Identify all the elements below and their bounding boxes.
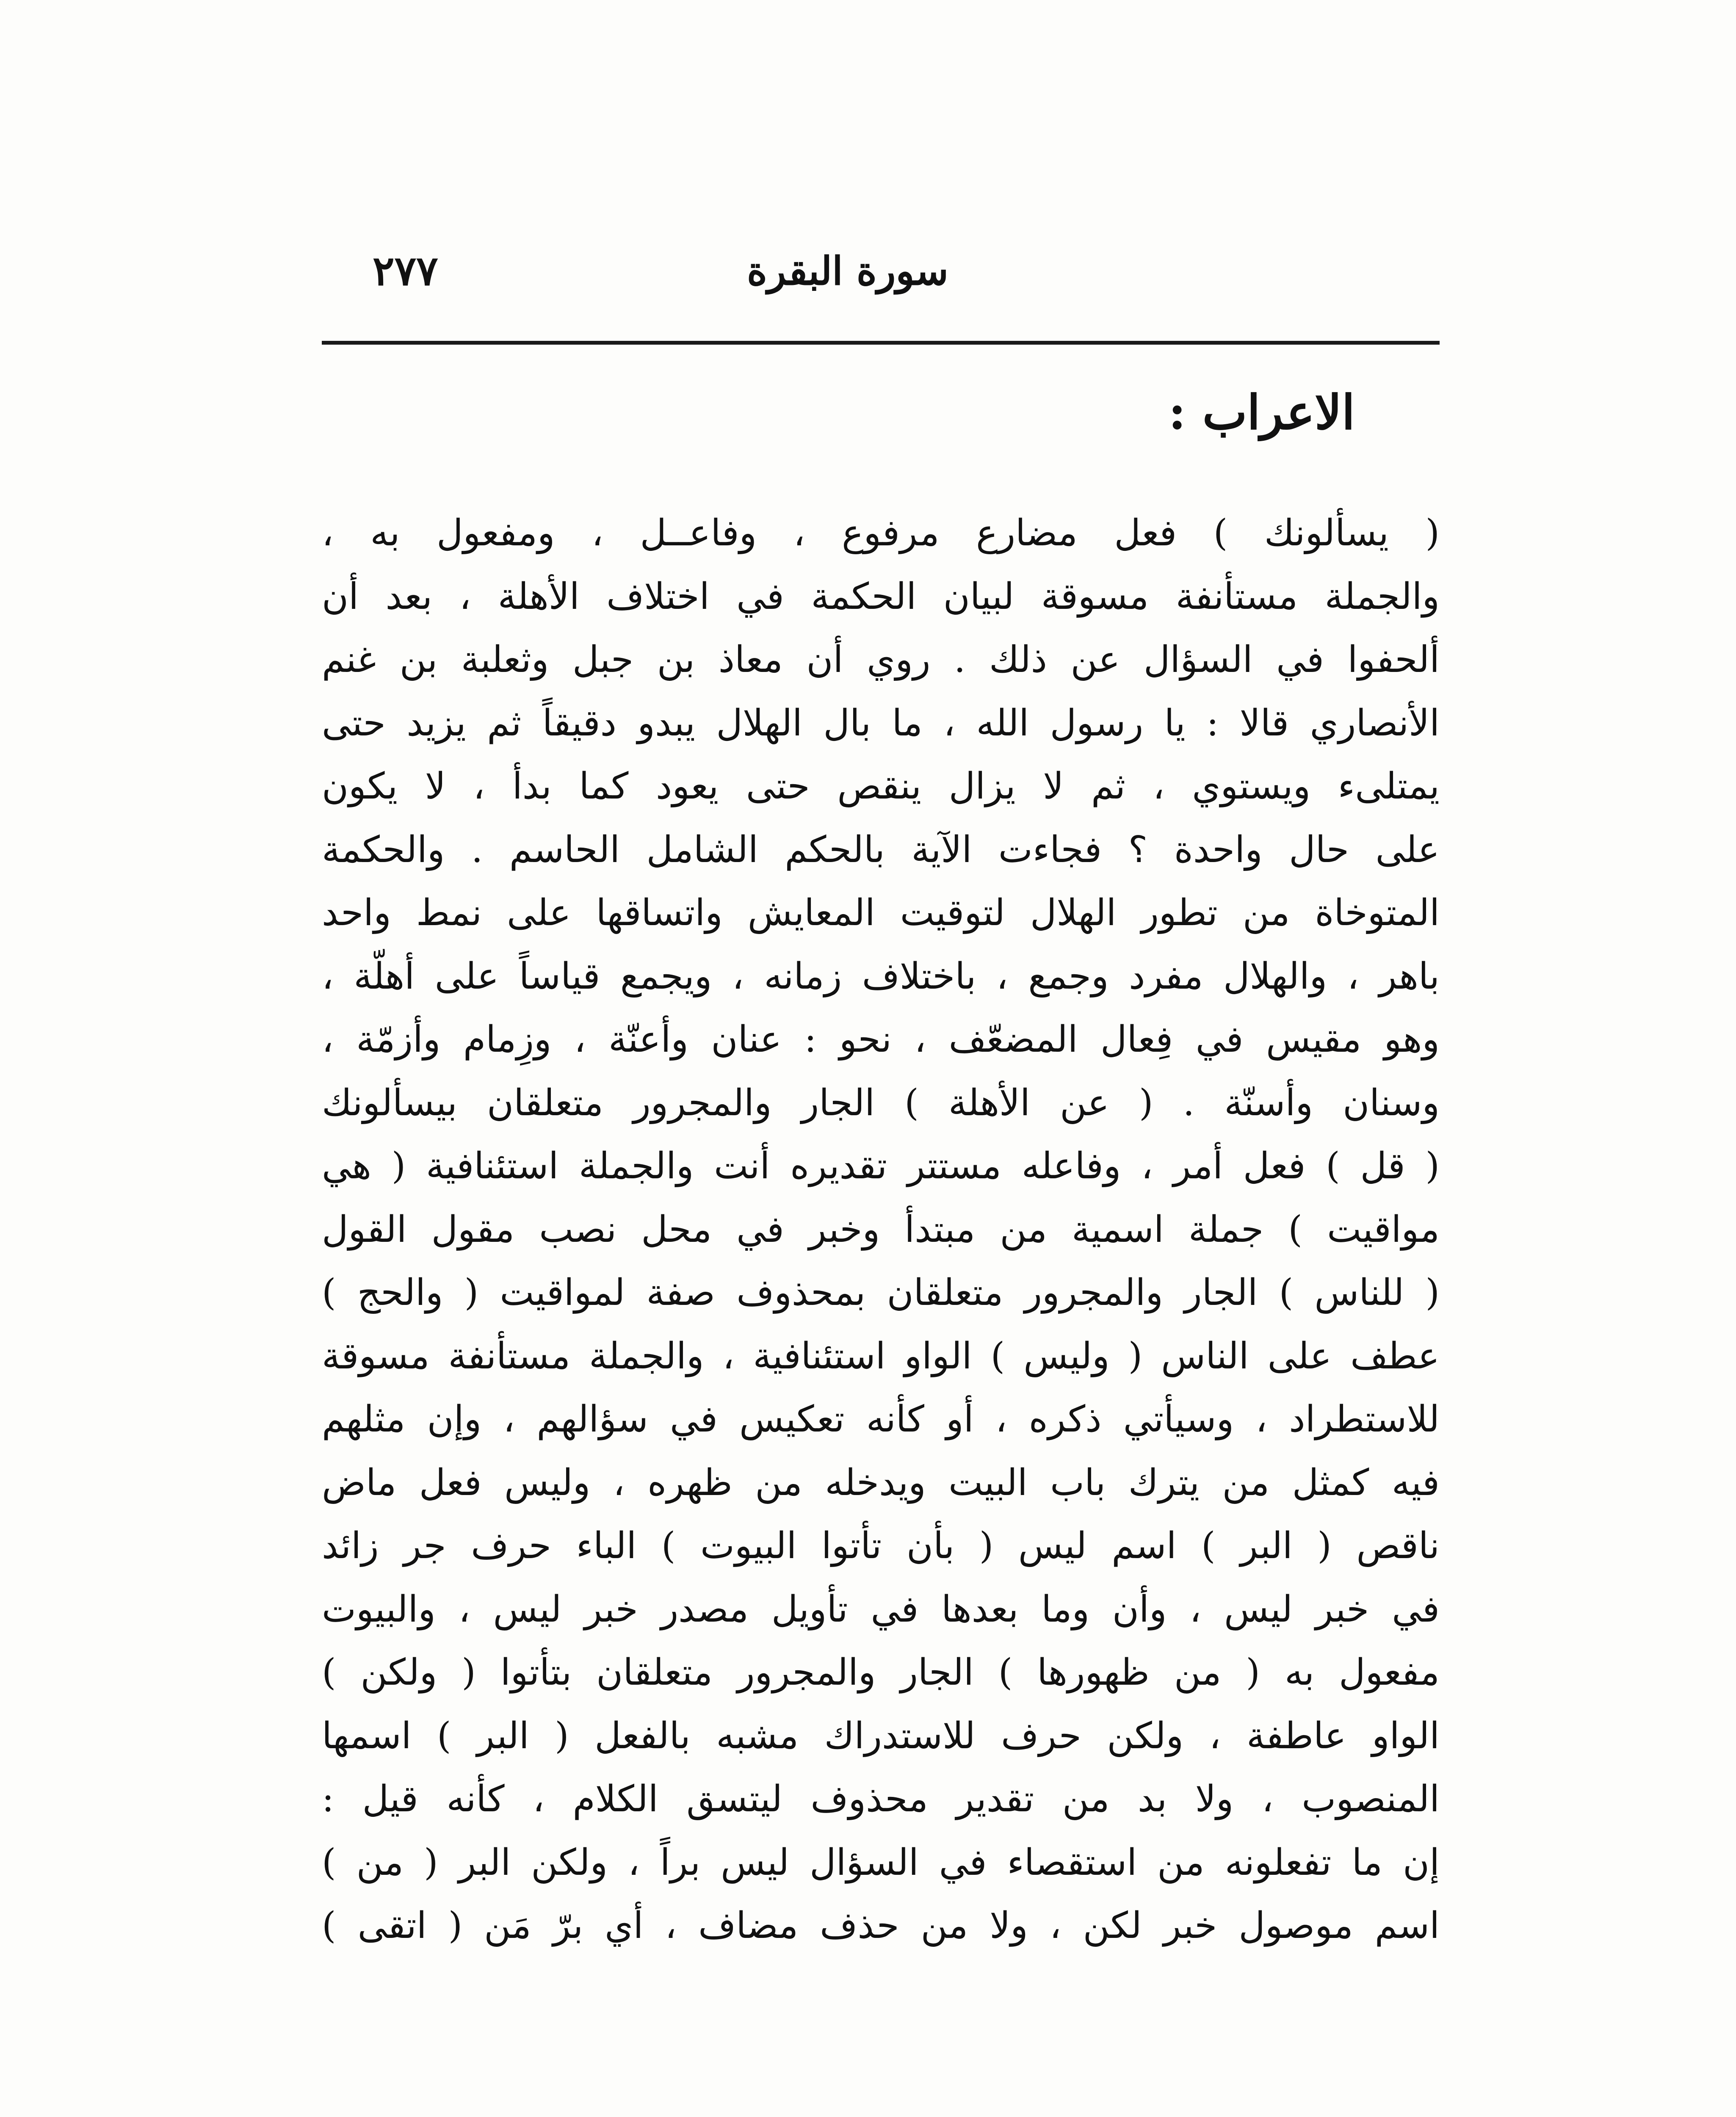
text-line: مواقيت ) جملة اسمية من مبتدأ وخبر في محل نصب مقول القول	[322, 1208, 1440, 1251]
text-line: باهر ، والهلال مفرد وجمع ، باختلاف زمانه ، ويجمع قياساً على أهلّة ،	[322, 955, 1440, 998]
text-line: عطف على الناس ( وليس ) الواو استئنافية ، والجملة مستأنفة مسوقة	[322, 1335, 1440, 1377]
text-line: المتوخاة من تطور الهلال لتوقيت المعايش واتساقها على نمط واحد	[322, 892, 1440, 934]
section-title: الاعراب :	[1168, 385, 1355, 440]
text-line: الأنصاري قالا : يا رسول الله ، ما بال الهلال يبدو دقيقاً ثم يزيد حتى	[322, 702, 1440, 744]
text-line: في خبر ليس ، وأن وما بعدها في تأويل مصدر خبر ليس ، والبيوت	[322, 1588, 1440, 1631]
text-line: مفعول به ( من ظهورها ) الجار والمجرور متعلقان بتأتوا ( ولكن )	[322, 1651, 1440, 1694]
text-line: وسنان وأسنّة . ( عن الأهلة ) الجار والمجرور متعلقان بيسألونك	[322, 1081, 1440, 1124]
text-line: ( قل ) فعل أمر ، وفاعله مستتر تقديره أنت والجملة استئنافية ( هي	[322, 1145, 1440, 1187]
text-line: الواو عاطفة ، ولكن حرف للاستدراك مشبه بالفعل ( البر ) اسمها	[322, 1714, 1440, 1757]
page-number: ٢٧٧	[373, 247, 438, 295]
text-line: على حال واحدة ؟ فجاءت الآية بالحكم الشامل الحاسم . والحكمة	[322, 828, 1440, 871]
page-header	[322, 237, 1448, 305]
text-line: ناقص ( البر ) اسم ليس ( بأن تأتوا البيوت ) الباء حرف جر زائد	[322, 1525, 1440, 1567]
text-line: فيه كمثل من يترك باب البيت ويدخله من ظهره ، وليس فعل ماض	[322, 1461, 1440, 1504]
text-line: ( يسألونك ) فعل مضارع مرفوع ، وفاعــل ، ومفعول به ،	[322, 512, 1440, 554]
text-line: يمتلىء ويستوي ، ثم لا يزال ينقص حتى يعود كما بدأ ، لا يكون	[322, 765, 1440, 807]
text-line: ألحفوا في السؤال عن ذلك . روي أن معاذ بن جبل وثعلبة بن غنم	[322, 638, 1440, 681]
text-line: وهو مقيس في فِعال المضعّف ، نحو : عنان وأعنّة ، وزِمام وأزمّة ،	[322, 1018, 1440, 1061]
header-divider	[322, 341, 1440, 345]
text-line: ( للناس ) الجار والمجرور متعلقان بمحذوف صفة لمواقيت ( والحج )	[322, 1271, 1440, 1314]
text-line: المنصوب ، ولا بد من تقدير محذوف ليتسق الكلام ، كأنه قيل :	[322, 1778, 1440, 1820]
text-line: اسم موصول خبر لكن ، ولا من حذف مضاف ، أي برّ مَن ( اتقى )	[322, 1904, 1440, 1947]
surah-title: سورة البقرة	[746, 248, 948, 294]
text-line: والجملة مستأنفة مسوقة لبيان الحكمة في اختلاف الأهلة ، بعد أن	[322, 575, 1440, 618]
text-line: إن ما تفعلونه من استقصاء في السؤال ليس براً ، ولكن البر ( من )	[322, 1841, 1440, 1884]
text-line: للاستطراد ، وسيأتي ذكره ، أو كأنه تعكيس في سؤالهم ، وإن مثلهم	[322, 1398, 1440, 1440]
body-text	[322, 502, 1440, 1958]
